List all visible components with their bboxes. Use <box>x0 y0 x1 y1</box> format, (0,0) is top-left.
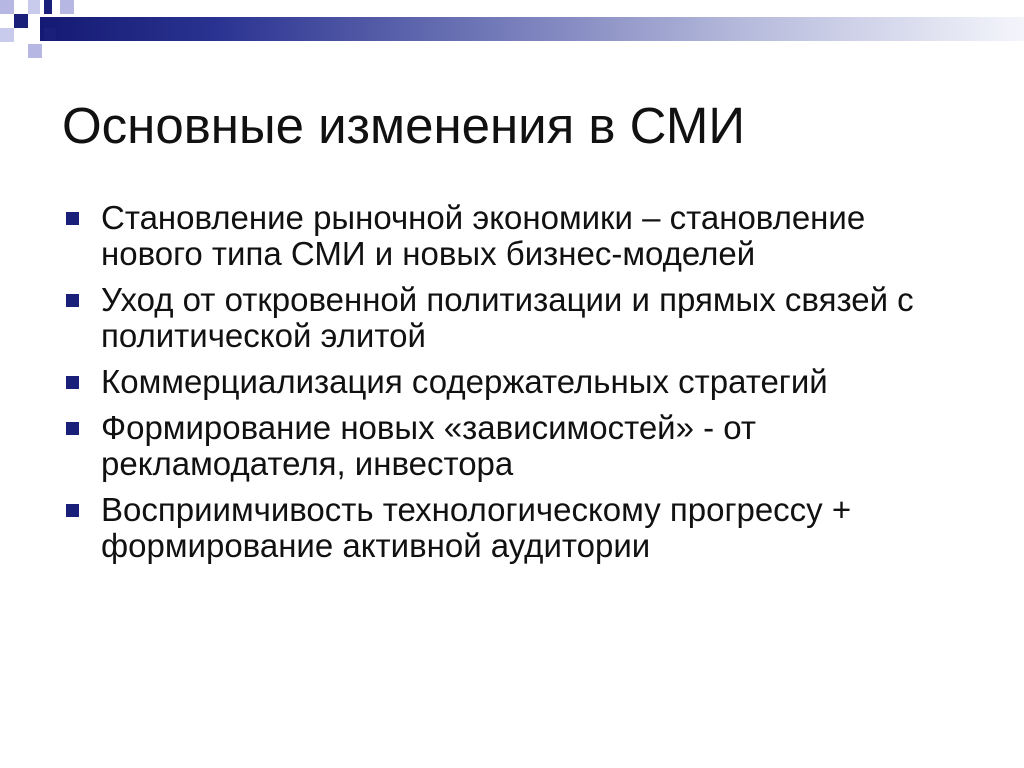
square-bullet-icon <box>66 376 79 389</box>
bullet-text: Уход от откровенной политизации и прямых связей с политической элитой <box>101 281 914 354</box>
square-bullet-icon <box>66 212 79 225</box>
decor-square-navy <box>14 14 28 28</box>
square-bullet-icon <box>66 422 79 435</box>
bullet-item <box>62 282 962 354</box>
decor-square-lavender <box>0 0 14 14</box>
bullet-text: Коммерциализация содержательных стратегий <box>101 363 828 400</box>
bullet-text: Формирование новых «зависимостей» - от рекламодателя, инвестора <box>101 409 757 482</box>
bullet-text: Восприимчивость технологическому прогрессу + формирование активной аудитории <box>101 491 852 564</box>
decor-square-lavender <box>0 28 14 42</box>
header-gradient-band <box>40 17 1024 41</box>
decor-square-navy <box>44 28 56 40</box>
square-bullet-icon <box>66 504 79 517</box>
decor-square-lavender <box>28 44 42 58</box>
bullet-list <box>62 200 962 574</box>
decor-square-lavender <box>28 0 40 14</box>
bullet-item <box>62 364 962 400</box>
bullet-item <box>62 492 962 564</box>
slide-title: Основные изменения в СМИ <box>62 97 746 154</box>
bullet-item <box>62 410 962 482</box>
bullet-item <box>62 200 962 272</box>
bullet-text: Становление рыночной экономики – становление нового типа СМИ и новых бизнес-моделей <box>101 199 866 272</box>
square-bullet-icon <box>66 294 79 307</box>
decor-square-lavender <box>60 0 74 14</box>
decor-square-navy <box>44 0 52 14</box>
